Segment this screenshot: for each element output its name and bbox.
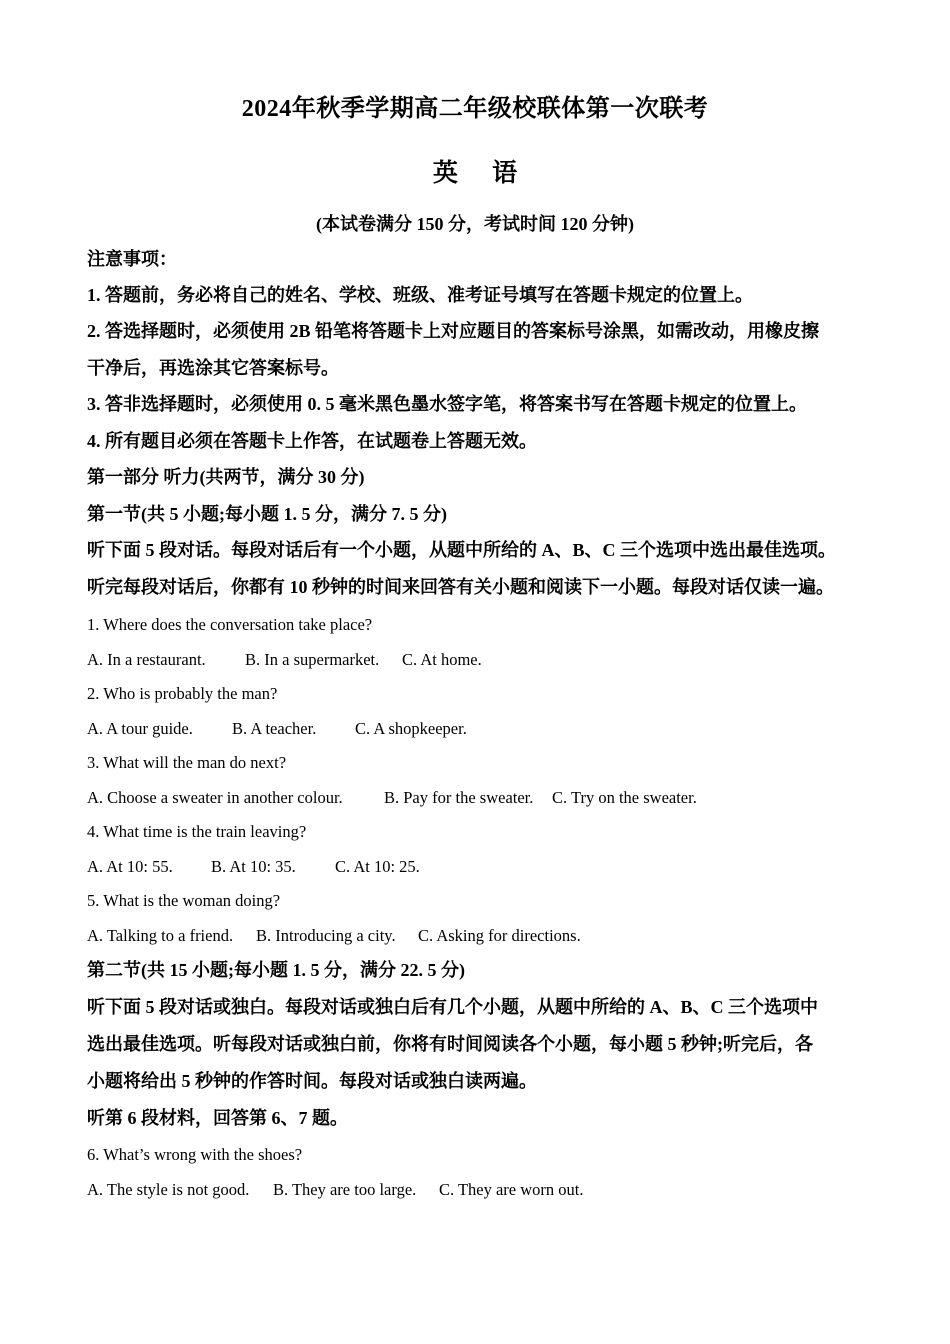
option-c: C. At home. [402, 650, 482, 669]
question-text: 6. What’s wrong with the shoes? [87, 1145, 303, 1164]
option-a: A. Talking to a friend. [87, 926, 234, 945]
option-c: C. At 10: 25. [335, 857, 420, 876]
option-b: B. Pay for the sweater. [384, 788, 534, 807]
section2-instruction: 选出最佳选项。听每段对话或独白前，你将有时间阅读各个小题，每小题 5 秒钟;听完后，各 [87, 1034, 813, 1054]
question-options [87, 648, 482, 672]
section2-instruction: 小题将给出 5 秒钟的作答时间。每段对话或独白读两遍。 [87, 1071, 537, 1091]
option-b: B. Introducing a city. [256, 926, 396, 945]
question-options [87, 786, 697, 810]
option-a: A. A tour guide. [87, 719, 193, 738]
option-a: A. At 10: 55. [87, 857, 173, 876]
exam-title: 2024年秋季学期高二年级校联体第一次联考 [241, 96, 709, 122]
option-c: C. A shopkeeper. [355, 719, 467, 738]
option-b: B. They are too large. [273, 1180, 417, 1199]
question-text: 3. What will the man do next? [87, 753, 287, 772]
part1-heading: 第一部分 听力(共两节，满分 30 分) [87, 467, 365, 487]
option-b: B. In a supermarket. [245, 650, 380, 669]
question-text: 5. What is the woman doing? [87, 891, 281, 910]
question-text: 1. Where does the conversation take place? [87, 615, 373, 634]
option-a: A. The style is not good. [87, 1180, 250, 1199]
material-heading: 听第 6 段材料，回答第 6、7 题。 [87, 1108, 348, 1128]
section2-heading: 第二节(共 15 小题;每小题 1. 5 分，满分 22. 5 分) [87, 960, 465, 980]
section1-heading: 第一节(共 5 小题;每小题 1. 5 分，满分 7. 5 分) [87, 504, 447, 524]
notice-item: 1. 答题前，务必将自己的姓名、学校、班级、准考证号填写在答题卡规定的位置上。 [87, 285, 753, 305]
section2-instruction: 听下面 5 段对话或独白。每段对话或独白后有几个小题，从题中所给的 A、B、C 三个选项中 [87, 997, 818, 1017]
option-a: A. Choose a sweater in another colour. [87, 788, 343, 807]
section1-instruction: 听下面 5 段对话。每段对话后有一个小题，从题中所给的 A、B、C 三个选项中选出最佳选项。 [87, 540, 836, 560]
subject-title: 英 语 [432, 160, 532, 187]
question-options [87, 1178, 584, 1202]
question-options [87, 855, 420, 879]
notice-item: 3. 答非选择题时，必须使用 0. 5 毫米黑色墨水签字笔，将答案书写在答题卡规定的位置上。 [87, 394, 807, 414]
exam-info: (本试卷满分 150 分，考试时间 120 分钟) [316, 214, 634, 234]
notice-item: 4. 所有题目必须在答题卡上作答，在试题卷上答题无效。 [87, 431, 537, 451]
option-c: C. Try on the sweater. [552, 788, 697, 807]
section1-instruction: 听完每段对话后，你都有 10 秒钟的时间来回答有关小题和阅读下一小题。每段对话仅读一遍。 [87, 577, 834, 597]
option-a: A. In a restaurant. [87, 650, 206, 669]
question-text: 4. What time is the train leaving? [87, 822, 307, 841]
option-c: C. Asking for directions. [418, 926, 581, 945]
option-b: B. At 10: 35. [211, 857, 296, 876]
notice-heading: 注意事项： [87, 249, 177, 269]
notice-item: 2. 答选择题时，必须使用 2B 铅笔将答题卡上对应题目的答案标号涂黑，如需改动，用橡皮擦 [87, 321, 820, 341]
question-text: 2. Who is probably the man? [87, 684, 278, 703]
question-options [87, 717, 467, 741]
notice-item-continued: 干净后，再选涂其它答案标号。 [87, 358, 339, 378]
question-options [87, 924, 581, 948]
option-c: C. They are worn out. [439, 1180, 584, 1199]
option-b: B. A teacher. [232, 719, 317, 738]
